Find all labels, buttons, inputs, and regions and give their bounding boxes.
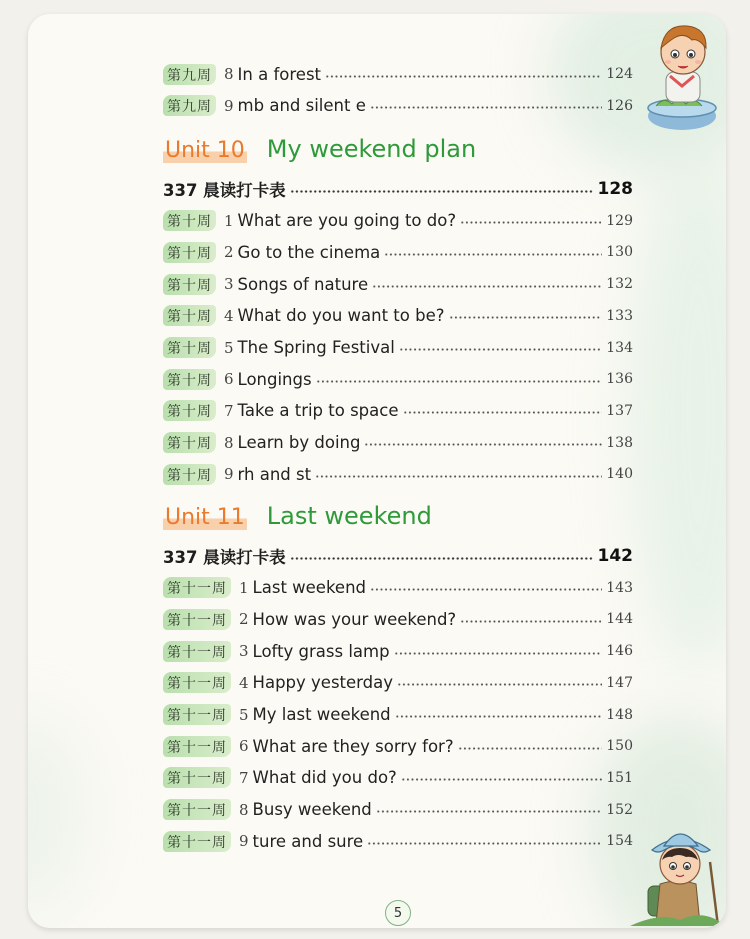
entry-page-number: 129: [606, 212, 633, 229]
dot-leader: [458, 747, 603, 750]
entry-title: rh and st: [237, 464, 312, 484]
entry-page-number: 151: [606, 769, 633, 786]
week-tag: 第十一周: [163, 767, 231, 788]
week-tag: 第九周: [163, 95, 216, 116]
toc-entry[interactable]: [163, 459, 633, 489]
toc-entry[interactable]: [163, 763, 633, 793]
entry-title: What did you do?: [252, 768, 397, 788]
toc-entry[interactable]: [163, 301, 633, 331]
dot-leader: [395, 715, 603, 718]
entry-number: 8: [224, 433, 234, 452]
page-number-badge: [385, 900, 411, 926]
unit-heading: [163, 135, 476, 171]
week-tag: 第十周: [163, 305, 216, 326]
toc-entry[interactable]: [163, 364, 633, 394]
week-tag: 第十周: [163, 400, 216, 421]
toc-calendar-entry[interactable]: [163, 541, 633, 571]
toc-entry[interactable]: [163, 269, 633, 299]
dot-leader: [315, 475, 602, 478]
entry-title: Take a trip to space: [237, 401, 399, 421]
book-page: [28, 14, 726, 928]
entry-number: 4: [239, 673, 249, 692]
toc-entry[interactable]: [163, 604, 633, 634]
dot-leader: [460, 620, 602, 623]
page-number: 5: [393, 905, 403, 921]
week-tag: 第十周: [163, 432, 216, 453]
entry-page-number: 124: [606, 66, 633, 82]
entry-title: What are you going to do?: [237, 211, 457, 231]
dot-leader: [401, 778, 602, 781]
entry-number: 5: [224, 338, 234, 357]
entry-title: How was your weekend?: [252, 609, 457, 629]
entry-number: 6: [224, 370, 234, 389]
entry-number: 1: [239, 578, 249, 597]
week-tag: 第十一周: [163, 609, 231, 630]
dot-leader: [290, 557, 594, 560]
calendar-page-number: 142: [597, 546, 633, 566]
entry-title: Songs of nature: [237, 274, 369, 294]
dot-leader: [367, 842, 602, 845]
dot-leader: [370, 106, 602, 109]
week-tag: 第十一周: [163, 799, 231, 820]
entry-page-number: 148: [606, 706, 633, 723]
entry-number: 9: [224, 465, 234, 484]
entry-page-number: 136: [606, 371, 633, 388]
entry-page-number: 134: [606, 339, 633, 356]
entry-page-number: 137: [606, 402, 633, 419]
toc-entry[interactable]: [163, 826, 633, 856]
entry-number: 6: [239, 737, 249, 756]
week-tag: 第十一周: [163, 577, 231, 598]
entry-title: The Spring Festival: [237, 338, 395, 357]
toc-entry[interactable]: [163, 668, 633, 698]
entry-page-number: 140: [606, 466, 633, 483]
entry-page-number: 132: [606, 276, 633, 293]
dot-leader: [376, 810, 602, 813]
entry-title: Learn by doing: [237, 433, 361, 453]
week-tag: 第十周: [163, 210, 216, 231]
entry-title: Go to the cinema: [237, 242, 381, 262]
dot-leader: [397, 683, 602, 686]
dot-leader: [403, 411, 603, 414]
entry-title: Happy yesterday: [252, 673, 393, 693]
entry-page-number: 130: [606, 244, 633, 261]
entry-title: mb and silent e: [237, 96, 366, 116]
entry-page-number: 138: [606, 434, 633, 451]
entry-page-number: 154: [606, 833, 633, 850]
week-tag: 第十一周: [163, 704, 231, 725]
toc-entry[interactable]: [163, 700, 633, 730]
unit-label: Unit 11: [165, 505, 245, 530]
calendar-title: 337 晨读打卡表: [163, 548, 286, 567]
entry-page-number: 133: [606, 307, 633, 324]
dot-leader: [290, 190, 594, 193]
entry-number: 1: [224, 211, 234, 230]
week-tag: 第十一周: [163, 736, 231, 757]
dot-leader: [316, 380, 603, 383]
calendar-page-number: 128: [597, 179, 633, 199]
entry-page-number: 146: [606, 643, 633, 660]
table-of-contents: [28, 14, 726, 928]
calendar-title: 337 晨读打卡表: [163, 181, 286, 200]
entry-number: 9: [239, 832, 249, 851]
dot-leader: [384, 253, 602, 256]
entry-number: 4: [224, 306, 234, 325]
entry-page-number: 144: [606, 611, 633, 628]
entry-number: 3: [224, 275, 234, 294]
entry-title: Lofty grass lamp: [252, 641, 390, 661]
unit-label: Unit 10: [165, 138, 245, 163]
dot-leader: [372, 285, 602, 288]
entry-page-number: 143: [606, 579, 633, 596]
entry-title: Busy weekend: [252, 800, 372, 820]
entry-number: 7: [239, 768, 249, 787]
toc-entry[interactable]: [163, 428, 633, 458]
entry-page-number: 126: [606, 97, 633, 114]
entry-page-number: 150: [606, 738, 633, 755]
dot-leader: [325, 75, 602, 78]
entry-number: 9: [224, 96, 234, 115]
toc-calendar-entry[interactable]: [163, 174, 633, 204]
unit-title: Last weekend: [266, 502, 432, 530]
entry-number: 2: [239, 610, 249, 629]
unit-title: My weekend plan: [266, 135, 477, 163]
dot-leader: [394, 652, 603, 655]
dot-leader: [370, 588, 602, 591]
entry-title: Last weekend: [252, 578, 367, 598]
entry-title: My last weekend: [252, 705, 391, 724]
week-tag: 第九周: [163, 64, 216, 85]
entry-title: In a forest: [237, 64, 322, 84]
week-tag: 第十周: [163, 337, 216, 358]
entry-number: 8: [224, 65, 234, 83]
week-tag: 第十周: [163, 369, 216, 390]
dot-leader: [449, 316, 603, 319]
toc-entry[interactable]: [163, 573, 633, 603]
week-tag: 第十一周: [163, 672, 231, 693]
entry-page-number: 152: [606, 801, 633, 818]
week-tag: 第十一周: [163, 831, 231, 852]
entry-title: What are they sorry for?: [252, 736, 454, 756]
toc-entry[interactable]: [163, 91, 633, 121]
entry-title: What do you want to be?: [237, 306, 445, 326]
toc-entry[interactable]: [163, 731, 633, 761]
entry-number: 2: [224, 243, 234, 262]
toc-entry[interactable]: [163, 237, 633, 267]
toc-entry[interactable]: [163, 396, 633, 426]
unit-heading: [163, 502, 432, 538]
dot-leader: [364, 443, 602, 446]
entry-number: 5: [239, 705, 249, 724]
week-tag: 第十周: [163, 274, 216, 295]
toc-entry[interactable]: [163, 333, 633, 363]
toc-entry[interactable]: [163, 795, 633, 825]
toc-entry[interactable]: [163, 636, 633, 666]
entry-page-number: 147: [606, 674, 633, 691]
entry-title: Longings: [237, 369, 312, 389]
dot-leader: [399, 348, 602, 351]
dot-leader: [460, 221, 602, 224]
entry-number: 3: [239, 642, 249, 661]
entry-number: 7: [224, 401, 234, 420]
week-tag: 第十周: [163, 242, 216, 263]
week-tag: 第十一周: [163, 641, 231, 662]
toc-entry[interactable]: [163, 206, 633, 236]
entry-number: 8: [239, 800, 249, 819]
toc-entry[interactable]: [163, 59, 633, 89]
week-tag: 第十周: [163, 464, 216, 485]
entry-title: ture and sure: [252, 831, 364, 851]
